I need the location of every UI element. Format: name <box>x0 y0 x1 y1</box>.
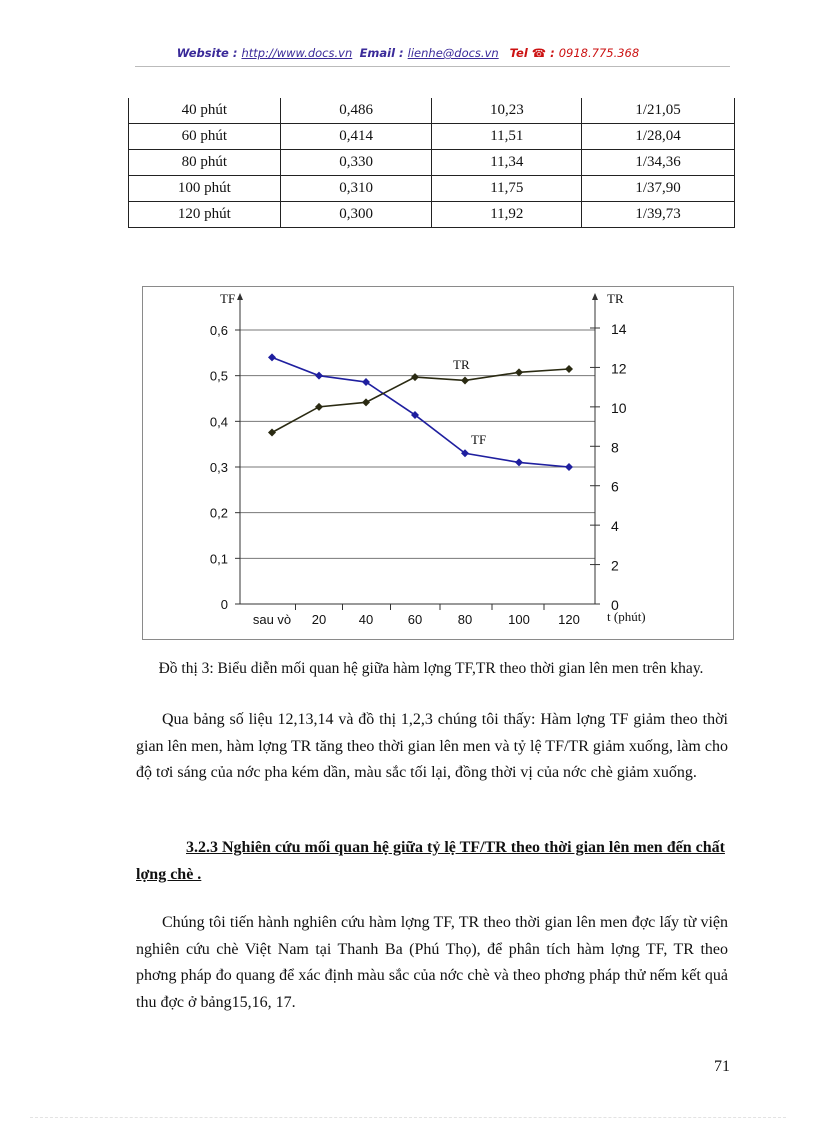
table-row <box>129 124 735 150</box>
left-tick-label: 0,4 <box>209 414 228 430</box>
table-cell: 11,34 <box>432 150 582 176</box>
left-tick-label: 0,2 <box>209 505 228 521</box>
table-row <box>129 176 735 202</box>
right-tick-label: 14 <box>611 321 627 337</box>
table-cell: 1/39,73 <box>582 202 735 228</box>
table-cell: 11,75 <box>432 176 582 202</box>
table-cell: 0,310 <box>280 176 432 202</box>
table-cell: 0,486 <box>280 98 432 124</box>
x-tick-label: 80 <box>457 612 473 627</box>
section-heading: 3.2.3 Nghiên cứu mối quan hệ giữa tỷ lệ TF/TR theo thời gian lên men đến chất lợng chè . <box>136 839 725 883</box>
left-axis-title: TF <box>220 291 236 306</box>
figure-caption: Đồ thị 3: Biểu diễn mối quan hệ giữa hàm lợng TF,TR theo thời gian lên men trên khay. <box>158 660 704 677</box>
left-tick-label: 0 <box>220 597 228 612</box>
page-number: 71 <box>714 1058 730 1075</box>
table-cell: 80 phút <box>129 150 281 176</box>
website-label: Website : <box>176 46 242 60</box>
data-table <box>128 98 735 228</box>
x-tick-label: sau vò <box>252 612 292 627</box>
table-cell: 1/37,90 <box>582 176 735 202</box>
table-cell: 1/28,04 <box>582 124 735 150</box>
table-cell: 100 phút <box>129 176 281 202</box>
series-label-tf: TF <box>471 432 487 447</box>
x-tick-label: 120 <box>558 612 580 627</box>
x-axis-title: t (phút) <box>607 609 646 624</box>
right-tick-label: 0 <box>611 597 619 613</box>
tel-number: 0918.775.368 <box>558 46 640 60</box>
left-tick-label: 0,3 <box>209 460 228 475</box>
table-row <box>129 98 735 124</box>
footer-divider <box>30 1117 786 1118</box>
header-divider <box>135 66 730 67</box>
x-tick-label: 60 <box>407 612 423 627</box>
tel-label: Tel ☎ : <box>509 46 559 60</box>
left-tick-label: 0,1 <box>209 551 228 567</box>
table-cell: 40 phút <box>129 98 281 124</box>
email-label: Email <box>359 46 396 60</box>
table-cell: 1/21,05 <box>582 98 735 124</box>
website-link[interactable]: http://www.docs.vn <box>241 46 353 60</box>
table-cell: 11,92 <box>432 202 582 228</box>
series-label-tr: TR <box>453 357 470 372</box>
right-tick-label: 4 <box>611 518 619 535</box>
table-cell: 11,51 <box>432 124 582 150</box>
table-row <box>129 150 735 176</box>
tf-tr-chart <box>142 286 734 640</box>
table-cell: 60 phút <box>129 124 281 150</box>
right-axis-title: TR <box>607 291 624 306</box>
table-cell: 0,330 <box>280 150 432 176</box>
paragraph-1: Qua bảng số liệu 12,13,14 và đồ thị 1,2,3 chúng tôi thấy: Hàm lợng TF giảm theo thời gian lên men, hàm lợng TR tăng theo thời gian lên men và tỷ lệ TF/TR giảm xuống, làm cho độ tơi sáng của nớc pha kém dần, màu sắc tối lại, đồng thời vị của nớc chè giảm xuống. <box>136 711 728 781</box>
right-tick-label: 6 <box>611 478 619 495</box>
right-tick-label: 12 <box>611 360 627 377</box>
table-cell: 1/34,36 <box>582 150 735 176</box>
left-tick-label: 0,5 <box>209 368 228 384</box>
table-cell: 0,300 <box>280 202 432 228</box>
table-cell: 120 phút <box>129 202 281 228</box>
right-tick-label: 10 <box>611 399 627 416</box>
page-header <box>0 46 816 60</box>
paragraph-2: Chúng tôi tiến hành nghiên cứu hàm lợng TF, TR theo thời gian lên men đợc lấy từ viện nghiên cứu chè Việt Nam tại Thanh Ba (Phú Thọ), để phân tích hàm lợng TF, TR theo phơng pháp đo quang để xác định màu sắc của nớc chè và theo phơng pháp thử nếm kết quả thu đợc ở bảng15,16, 17. <box>136 914 728 1011</box>
table-cell: 10,23 <box>432 98 582 124</box>
x-tick-label: 40 <box>358 612 374 627</box>
table-cell: 0,414 <box>280 124 432 150</box>
table-row <box>129 202 735 228</box>
right-tick-label: 2 <box>611 557 619 574</box>
right-tick-label: 8 <box>611 439 619 456</box>
email-link[interactable]: lienhe@docs.vn <box>407 46 499 60</box>
x-tick-label: 100 <box>508 612 530 627</box>
x-tick-label: 20 <box>311 612 327 627</box>
left-tick-label: 0,6 <box>209 323 228 338</box>
chart-frame <box>143 287 734 640</box>
email-separator: : <box>395 46 408 60</box>
